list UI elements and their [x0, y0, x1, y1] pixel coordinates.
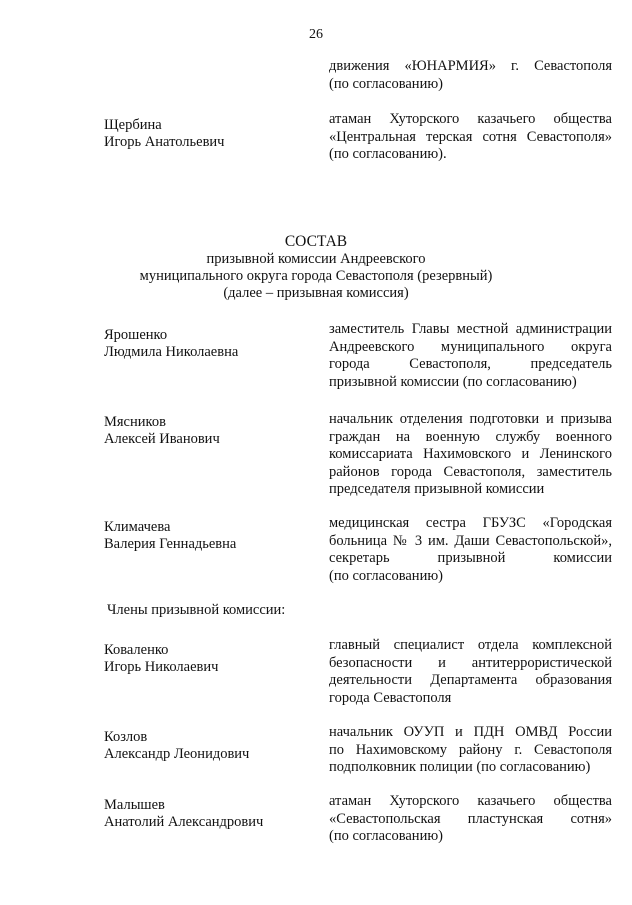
member-name: [104, 327, 304, 361]
surname: Мясников: [104, 414, 166, 430]
heading-line: призывной комиссии Андреевского: [206, 251, 426, 267]
role-line: больница № 3 им. Даши Севастопольской»,: [329, 532, 612, 549]
role-line: секретарь призывной комиссии: [329, 550, 612, 566]
surname: Климачева: [104, 519, 171, 535]
role-line: медицинская сестра ГБУЗС «Городская: [329, 515, 612, 531]
role-line: заместитель Главы местной администрации: [329, 321, 612, 337]
surname: Коваленко: [104, 642, 169, 658]
continued-role: [329, 58, 612, 93]
role-line: атаман Хуторского казачьего общества: [329, 793, 612, 809]
role-line: безопасности и антитеррористической: [329, 654, 612, 671]
member-role: [329, 637, 612, 707]
role-line: главный специалист отдела комплексной: [329, 637, 612, 653]
role-line: (по согласованию): [329, 75, 443, 92]
role-line: председателя призывной комиссии: [329, 481, 545, 497]
member-role: [329, 321, 612, 391]
member-name: [104, 414, 304, 448]
role-line: районов города Севастополя, заместитель: [329, 463, 612, 480]
member-role: [329, 111, 612, 164]
surname: Щербина: [104, 117, 162, 133]
surname: Малышев: [104, 797, 165, 813]
heading-title: СОСТАВ: [284, 233, 348, 250]
role-line: атаман Хуторского казачьего общества: [329, 111, 612, 127]
member-name: [104, 797, 304, 831]
given-names: Валерия Геннадьевна: [104, 536, 237, 552]
role-line: по Нахимовскому району г. Севастополя: [329, 741, 612, 758]
given-names: Игорь Николаевич: [104, 659, 219, 675]
role-line: комиссариата Нахимовского и Ленинского: [329, 446, 612, 462]
role-line: граждан на военную службу военного: [329, 428, 612, 445]
given-names: Людмила Николаевна: [104, 344, 239, 360]
members-heading: Члены призывной комиссии:: [107, 602, 286, 618]
role-line: деятельности Департамента образования: [329, 672, 612, 688]
role-line: начальник ОУУП и ПДН ОМВД России: [329, 724, 612, 740]
given-names: Алексей Иванович: [104, 431, 220, 447]
role-line: призывной комиссии (по согласованию): [329, 373, 577, 390]
member-role: [329, 724, 612, 777]
role-line: (по согласованию): [329, 567, 443, 584]
role-line: (по согласованию).: [329, 146, 447, 162]
given-names: Александр Леонидович: [104, 746, 250, 762]
role-line: начальник отделения подготовки и призыва: [329, 411, 612, 427]
member-role: [329, 515, 612, 585]
role-line: Андреевского муниципального округа: [329, 338, 612, 355]
role-line: «Севастопольская пластунская сотня»: [329, 810, 612, 827]
member-name: [104, 117, 304, 151]
member-name: [104, 519, 304, 553]
heading-line: (далее – призывная комиссия): [223, 285, 409, 301]
role-line: города Севастополя, председатель: [329, 356, 612, 372]
role-line: движения «ЮНАРМИЯ» г. Севастополя: [329, 58, 612, 74]
surname: Ярошенко: [104, 327, 168, 343]
member-role: [329, 411, 612, 499]
role-line: города Севастополя: [329, 689, 452, 706]
role-line: подполковник полиции (по согласованию): [329, 759, 591, 775]
member-name: [104, 729, 304, 763]
role-line: «Центральная терская сотня Севастополя»: [329, 128, 612, 145]
member-role: [329, 793, 612, 846]
given-names: Игорь Анатольевич: [104, 134, 225, 150]
surname: Козлов: [104, 729, 148, 745]
given-names: Анатолий Александрович: [104, 814, 264, 830]
role-line: (по согласованию): [329, 828, 443, 844]
page-number: 26: [309, 27, 323, 42]
heading-line: муниципального округа города Севастополя (резервный): [139, 268, 493, 284]
member-name: [104, 642, 304, 676]
section-heading: [0, 233, 632, 302]
